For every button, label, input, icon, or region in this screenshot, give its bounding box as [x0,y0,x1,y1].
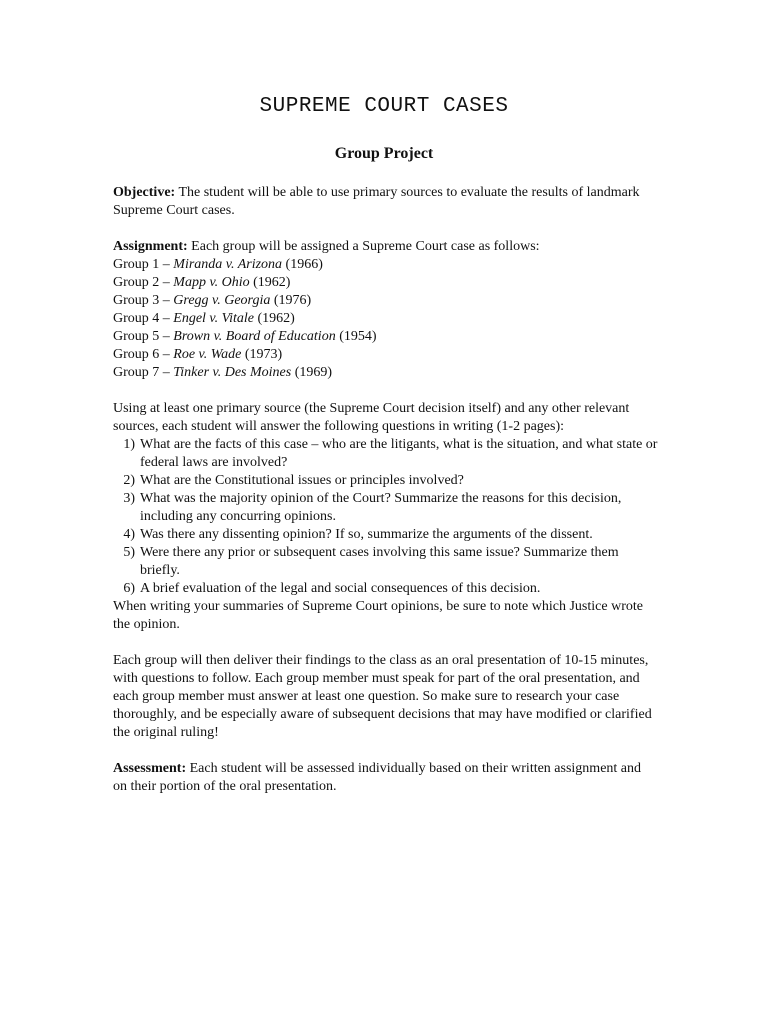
question-list [113,436,658,598]
objective-label: Objective: [113,185,176,200]
case-year: (1973) [241,347,283,362]
assignment-paragraph [113,238,658,256]
assessment-label: Assessment: [113,761,187,776]
question-text: What are the facts of this case – who are the litigants, what is the situation, and what state or federal laws are involved? [140,437,658,470]
group-prefix: Group 6 – [113,347,174,362]
question-text: What was the majority opinion of the Court? Summarize the reasons for this decision, including any concurring opinions. [140,491,622,524]
question-item [113,580,658,598]
case-name: Engel v. Vitale [173,311,255,326]
instructions-intro: Using at least one primary source (the Supreme Court decision itself) and any other relevant sources, each student will answer the following questions in writing (1-2 pages): [113,401,630,434]
group-prefix: Group 7 – [113,365,174,380]
group-item [113,364,658,382]
group-item [113,328,658,346]
question-item [113,472,658,490]
group-prefix: Group 5 – [113,329,174,344]
assessment-text: Each student will be assessed individually based on their written assignment and on their portion of the oral presentation. [113,761,642,794]
case-name: Roe v. Wade [173,347,242,362]
case-name: Mapp v. Ohio [173,275,250,290]
question-number: 1) [123,437,135,452]
question-text: Was there any dissenting opinion? If so, summarize the arguments of the dissent. [140,527,593,542]
group-prefix: Group 4 – [113,311,174,326]
question-number: 6) [123,581,135,596]
case-year: (1976) [270,293,312,308]
case-year: (1966) [282,257,323,272]
case-year: (1962) [254,311,295,326]
case-name: Miranda v. Arizona [173,257,283,272]
case-year: (1962) [249,275,291,290]
assignment-label: Assignment: [113,239,188,254]
group-prefix: Group 1 – [113,257,174,272]
group-item [113,256,658,274]
objective-paragraph [113,184,658,220]
assignment-text: Each group will be assigned a Supreme Court case as follows: [187,239,540,254]
question-item [113,490,658,526]
spacer [113,382,658,400]
case-name: Brown v. Board of Education [173,329,336,344]
justice-note: When writing your summaries of Supreme Court opinions, be sure to note which Justice wrote the opinion. [113,599,643,632]
group-list [113,256,658,382]
case-year: (1954) [335,329,377,344]
question-item [113,526,658,544]
presentation-paragraph: Each group will then deliver their findings to the class as an oral presentation of 10-15 minutes, with questions to follow. Each group member must speak for part of the oral presentation, and each group member must answer at least one question. So make sure to research your case thoroughly, and be especially aware of subsequent decisions that may have modified or clarified the original ruling! [113,653,652,740]
assessment-paragraph [113,760,658,796]
spacer [113,742,658,760]
page-subtitle: Group Project [334,145,434,162]
case-year: (1969) [291,365,333,380]
question-text: What are the Constitutional issues or principles involved? [140,473,464,488]
case-name: Gregg v. Georgia [173,293,271,308]
objective-text: The student will be able to use primary sources to evaluate the results of landmark Supreme Court cases. [113,185,640,218]
document-body [113,184,658,796]
spacer [113,634,658,652]
question-number: 4) [123,527,135,542]
group-item [113,310,658,328]
question-item [113,436,658,472]
page-title: SUPREME COURT CASES [259,95,509,118]
group-item [113,346,658,364]
group-prefix: Group 3 – [113,293,174,308]
group-item [113,274,658,292]
question-number: 5) [123,545,135,560]
question-item [113,544,658,580]
question-number: 3) [123,491,135,506]
question-text: A brief evaluation of the legal and social consequences of this decision. [140,581,541,596]
case-name: Tinker v. Des Moines [173,365,292,380]
group-prefix: Group 2 – [113,275,174,290]
group-item [113,292,658,310]
question-text: Were there any prior or subsequent cases involving this same issue? Summarize them briefly. [140,545,619,578]
question-number: 2) [123,473,135,488]
spacer [113,220,658,238]
